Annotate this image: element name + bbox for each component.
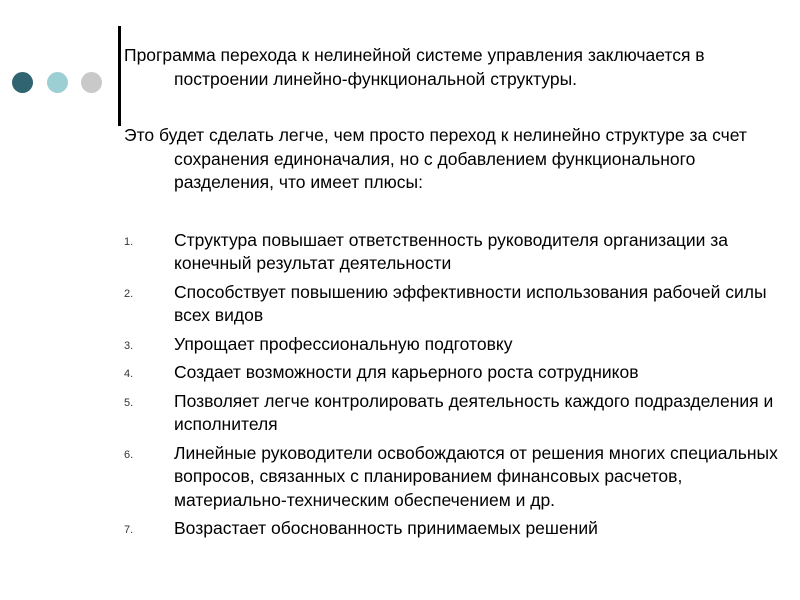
list-item (124, 442, 796, 513)
dot-light-teal (47, 72, 68, 93)
benefits-intro-paragraph: Это будет сделать легче, чем просто переход к нелинейно структуре за счет сохранения единоначалия, но с добавлением функционального разделения, что имеет плюсы: (124, 125, 747, 192)
list-number: 2. (124, 287, 134, 300)
list-item (124, 390, 796, 437)
dot-gray (81, 72, 102, 93)
intro-paragraph: Программа перехода к нелинейной системе управления заключается в построении линейно-функциональной структуры. (124, 45, 705, 89)
decorative-dots (12, 72, 104, 96)
list-item-text: Создает возможности для карьерного роста сотрудников (174, 362, 639, 382)
list-number: 4. (124, 368, 134, 380)
vertical-divider (118, 26, 121, 126)
benefits-list (124, 229, 796, 541)
list-item-text: Упрощает профессиональную подготовку (174, 333, 513, 354)
list-item (124, 333, 796, 357)
list-item (124, 229, 796, 276)
list-item-text: Способствует повышению эффективности использования рабочей силы всех видов (174, 281, 767, 325)
list-item-text: Позволяет легче контролировать деятельность каждого подразделения и исполнителя (174, 390, 774, 434)
list-item-text: Структура повышает ответственность руководителя организации за конечный результат деятельности (174, 229, 729, 273)
list-item (124, 281, 796, 328)
list-number: 5. (124, 396, 134, 409)
list-number: 6. (124, 448, 134, 461)
dot-dark-teal (12, 72, 33, 93)
list-item (124, 517, 796, 541)
list-number: 7. (124, 524, 134, 536)
list-number: 3. (124, 339, 134, 352)
list-item (124, 361, 796, 385)
list-item-text: Линейные руководители освобождаются от решения многих специальных вопросов, связанных с планированием финансовых расчетов, материально-техническим обеспечением и др. (174, 442, 778, 510)
list-item-text: Возрастает обоснованность принимаемых решений (174, 518, 598, 538)
slide-content (124, 44, 796, 546)
list-number: 1. (124, 235, 134, 248)
